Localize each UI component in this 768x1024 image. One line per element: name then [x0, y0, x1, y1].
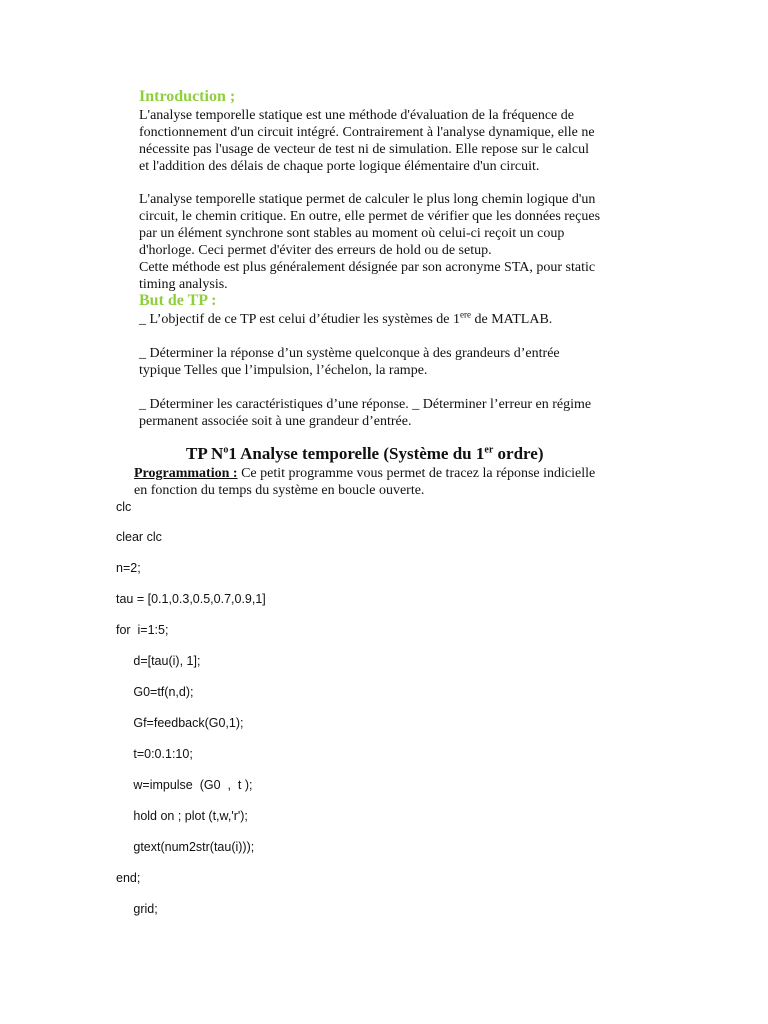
tp-title — [186, 444, 544, 464]
code-line: tau = [0.1,0.3,0.5,0.7,0.9,1] — [116, 592, 266, 606]
title-segment: 1 Analyse temporelle (Système du 1 — [228, 444, 485, 463]
code-line: Gf=feedback(G0,1); — [116, 716, 244, 730]
introduction-heading: Introduction ; — [139, 88, 236, 105]
code-line: t=0:0.1:10; — [116, 747, 193, 761]
code-line: clc — [116, 500, 132, 514]
programmation-paragraph — [134, 465, 595, 499]
code-line: clear clc — [116, 530, 162, 544]
text-line: L'analyse temporelle statique permet de calculer le plus long chemin logique d'un — [139, 192, 596, 207]
text-segment: de MATLAB. — [471, 312, 553, 327]
text-line: Cette méthode est plus généralement désignée par son acronyme STA, pour static — [139, 260, 596, 275]
code-line: grid; — [116, 902, 158, 916]
text-line: _ Déterminer la réponse d’un système quelconque à des grandeurs d’entrée — [139, 346, 560, 361]
text-segment: _ L’objectif de ce TP est celui d’étudier les systèmes de 1 — [139, 312, 461, 327]
title-segment: ordre) — [493, 444, 544, 463]
text-line: d'horloge. Ceci permet d'éviter des erreurs de hold ou de setup. — [139, 243, 492, 258]
text-line: _ Déterminer les caractéristiques d’une réponse. _ Déterminer l’erreur en régime — [139, 397, 592, 412]
code-line: n=2; — [116, 561, 141, 575]
code-line: hold on ; plot (t,w,'r'); — [116, 809, 248, 823]
text-line: circuit, le chemin critique. En outre, elle permet de vérifier que les données reçues — [139, 209, 601, 224]
text-line: fonctionnement d'un circuit intégré. Contrairement à l'analyse dynamique, elle ne — [139, 125, 595, 140]
superscript: er — [484, 444, 494, 456]
text-line: par un élément synchrone sont stables au moment où celui-ci reçoit un coup — [139, 226, 565, 241]
text-line: typique Telles que l’impulsion, l’échelon, la rampe. — [139, 363, 428, 378]
intro-paragraph-1 — [139, 107, 595, 175]
code-line: for i=1:5; — [116, 623, 169, 637]
but-item-2 — [139, 345, 560, 379]
text-line: L'analyse temporelle statique est une méthode d'évaluation de la fréquence de — [139, 108, 574, 123]
code-line: w=impulse (G0 , t ); — [116, 778, 253, 792]
title-segment: TP N — [186, 444, 224, 463]
but-heading: But de TP : — [139, 292, 217, 309]
intro-paragraph-2 — [139, 191, 600, 293]
programmation-label: Programmation : — [134, 466, 238, 481]
superscript: o — [223, 444, 229, 456]
text-line: en fonction du temps du système en boucle ouverte. — [134, 483, 425, 498]
text-line: permanent associée soit à une grandeur d’entrée. — [139, 414, 412, 429]
text-segment: Ce petit programme vous permet de tracez la réponse indicielle — [237, 466, 596, 481]
text-line: et l'addition des délais de chaque porte logique élémentaire d'un circuit. — [139, 159, 540, 174]
code-line: G0=tf(n,d); — [116, 685, 194, 699]
text-line: timing analysis. — [139, 277, 228, 292]
superscript: ere — [460, 309, 472, 320]
but-item-3 — [139, 396, 591, 430]
code-line: gtext(num2str(tau(i))); — [116, 840, 255, 854]
text-line: nécessite pas l'usage de vecteur de test ni de simulation. Elle repose sur le calcul — [139, 142, 589, 157]
code-line: d=[tau(i), 1]; — [116, 654, 201, 668]
code-line: end; — [116, 871, 141, 885]
but-item-1 — [139, 311, 552, 328]
